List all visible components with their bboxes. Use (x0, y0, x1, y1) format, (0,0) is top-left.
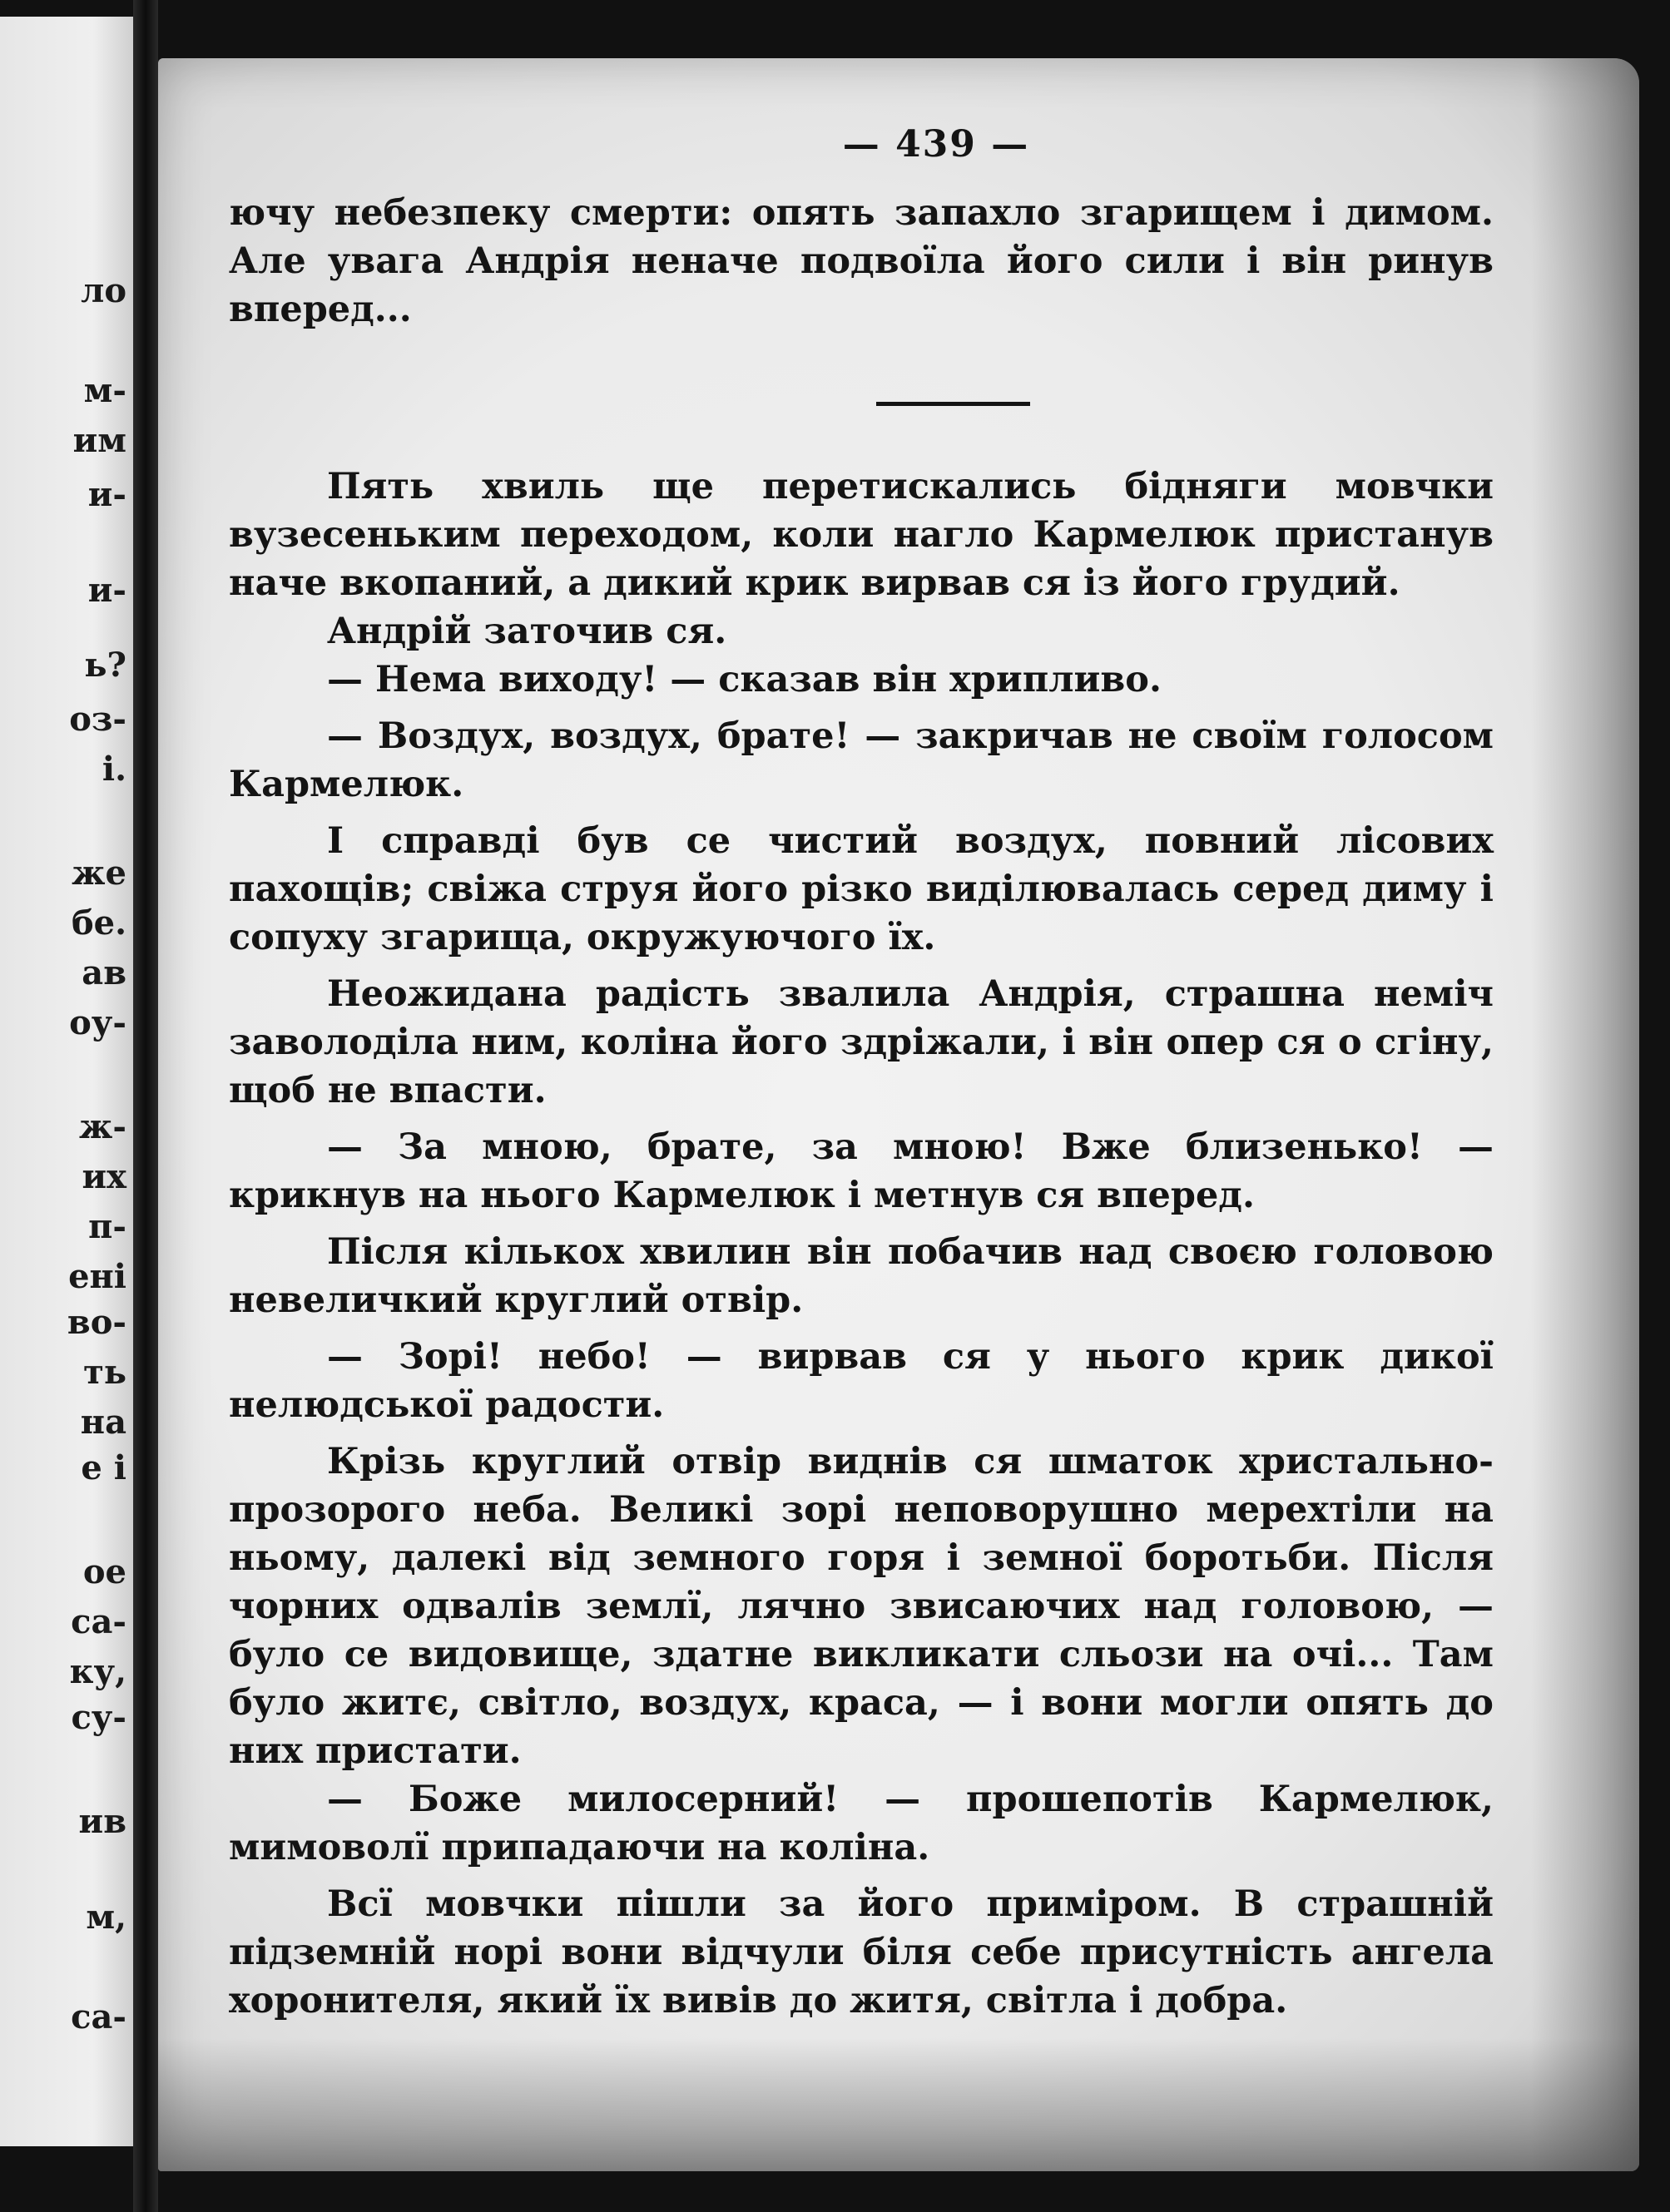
paragraph-6: І справді був се чистий воздух, повний лісових пахощів; свіжа струя його різко виділювалась серед диму і сопуху згарища, окружуючого їх. (229, 820, 1494, 958)
left-page-fragment: во- (67, 1303, 126, 1342)
paragraph-12: — Боже милосерний! — прошепотів Кармелюк, мимоволї припадаючи на коліна. (229, 1779, 1494, 1868)
left-page-fragment: им (72, 421, 126, 460)
page-shadow-right (1531, 58, 1639, 2171)
left-page-fragment: ив (78, 1802, 126, 1841)
left-page-fragment: оз- (69, 700, 126, 739)
left-page-fragment: и- (87, 475, 126, 514)
left-page-fragment: ж- (79, 1107, 126, 1146)
paragraph-2: Пять хвиль ще перетискались бідняги мовчки вузесеньким переходом, коли нагло Кармелюк пристанув наче вкопаний, а дикий крик вирвав ся із його грудий. (229, 466, 1494, 604)
paragraph-8: — За мною, брате, за мною! Вже близенько! — крикнув на нього Кармелюк і метнув ся вперед. (229, 1126, 1494, 1216)
left-page-fragment: і. (102, 750, 126, 789)
page-number: — 439 — (842, 123, 1030, 166)
left-page-fragment: ав (82, 953, 126, 992)
paragraph-1: ючу небезпеку смерти: опять запахло згарищем і димом. Але увага Андрія неначе подвоїла його сили і він ринув вперед... (229, 192, 1494, 330)
book-gutter (133, 0, 158, 2212)
paragraph-3: Андрій заточив ся. (327, 611, 727, 652)
left-page-fragment: са- (71, 1602, 126, 1641)
left-page-fragment: су- (71, 1698, 126, 1737)
left-page-fragment: и- (87, 571, 126, 610)
left-page-fragment: п- (88, 1207, 126, 1246)
left-page-fragment: ь? (84, 646, 126, 685)
left-page-fragment: на (80, 1403, 126, 1442)
left-page-fragment: м, (86, 1898, 126, 1937)
paragraph-11: Крізь круглий отвір виднів ся шматок христально-прозорого неба. Великі зорі неповорушно мерехтіли на ньому, далекі від земного горя і земної боротьби. Після чорних одвалів землї, лячно звисаючих над головою, — було се видовище, здатне викликати сльози на очі... Там було житє, світло, воздух, краса, — і вони могли опять до них пристати. (229, 1441, 1494, 1772)
left-page-fragment: м- (83, 371, 126, 410)
left-page-fragment: бе. (71, 903, 126, 943)
section-divider (876, 402, 1030, 406)
paragraph-4: — Нема виходу! — сказав він хрипливо. (327, 659, 1162, 700)
left-page-fragment: ло (81, 271, 126, 310)
paragraph-13: Всї мовчки пішли за його приміром. В страшній підземній норі вони відчули біля себе присутність ангела хоронителя, який їх вивів до житя, світла і добра. (229, 1883, 1494, 2021)
left-page-fragment: ое (82, 1552, 126, 1591)
paragraph-9: Після кількох хвилин він побачив над своєю головою невеличкий круглий отвір. (229, 1231, 1494, 1321)
text-column (229, 123, 1494, 2025)
left-page-fragment: же (72, 854, 126, 893)
left-page-fragment: е і (81, 1448, 126, 1487)
page-shadow-bottom (158, 2038, 1639, 2171)
left-page-fragment: са- (71, 1997, 126, 2036)
left-page-fragment: их (82, 1157, 126, 1196)
paragraph-7: Неожидана радість звалила Андрія, страшна неміч заволоділа ним, коліна його здріжали, і він опер ся о сгіну, щоб не впасти. (229, 973, 1494, 1111)
left-page-edge (0, 17, 133, 2146)
left-page-fragment: ть (83, 1353, 126, 1392)
paragraph-5: — Воздух, воздух, брате! — закричав не своїм голосом Кармелюк. (229, 715, 1494, 805)
left-page-fragment: ені (68, 1257, 126, 1296)
paragraph-10: — Зорі! небо! — вирвав ся у нього крик дикої нелюдської радости. (229, 1336, 1494, 1426)
left-page-fragment: ку, (69, 1652, 126, 1691)
left-page-fragment: оу- (69, 1003, 126, 1042)
